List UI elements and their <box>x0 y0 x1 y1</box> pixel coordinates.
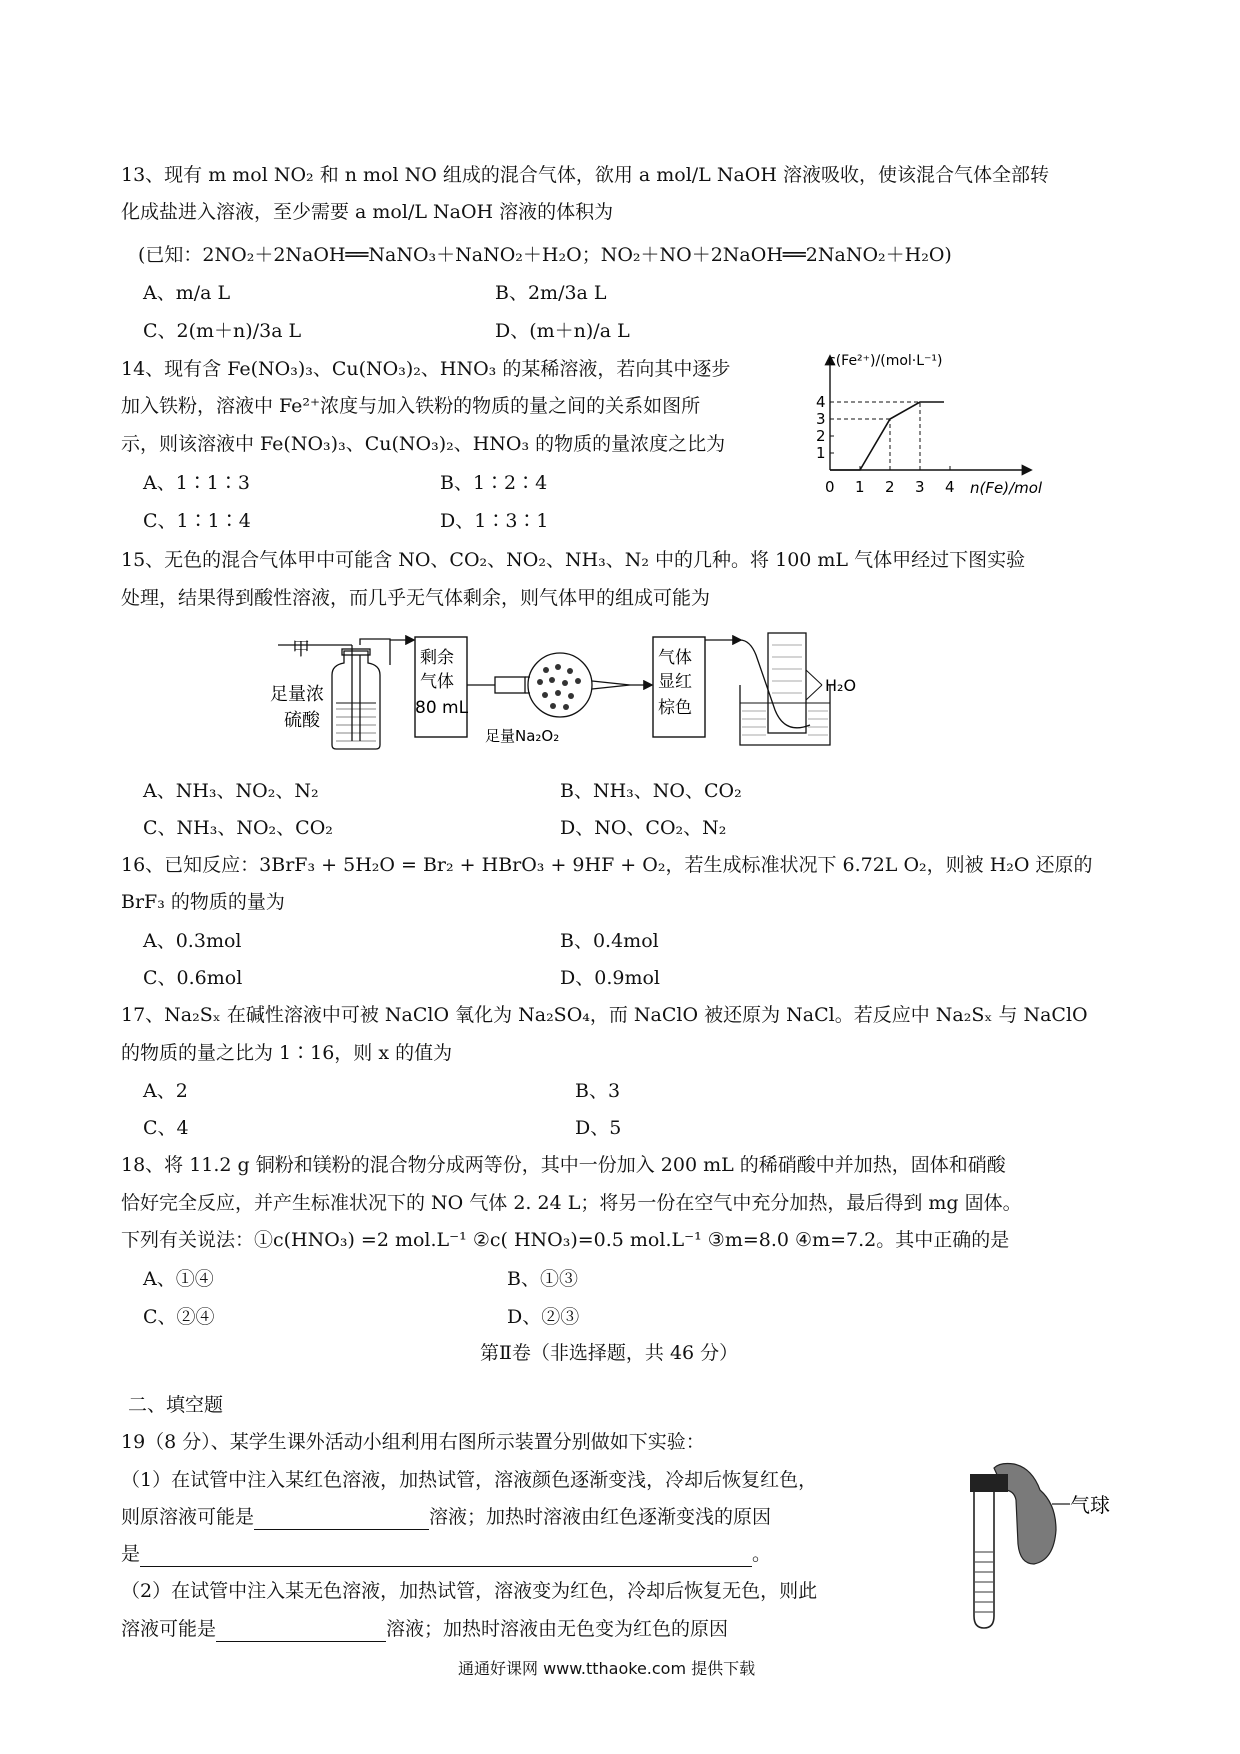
q19-line-4 <box>121 1541 771 1567</box>
q15-option-a: A、NH₃、NO₂、N₂ <box>143 780 319 802</box>
x-tick-label: 4 <box>945 478 955 496</box>
answer-blank-2[interactable] <box>140 1546 752 1567</box>
x-tick-label: 1 <box>855 478 865 496</box>
box2-line-1: 气体 <box>658 648 692 668</box>
x-tick-label: 3 <box>915 478 925 496</box>
q16-option-c: C、0.6mol <box>143 967 243 989</box>
q18-line-2: 恰好完全反应，并产生标准状况下的 NO 气体 2. 24 L；将另一份在空气中充分加热，最后得到 mg 固体。 <box>121 1192 1022 1214</box>
balloon-label: 气球 <box>1070 1493 1110 1517</box>
x-tick-label: 2 <box>885 478 895 496</box>
q13-option-a: A、m/a L <box>143 282 231 304</box>
q18-option-c: C、②④ <box>143 1306 215 1328</box>
q18-option-b: B、①③ <box>507 1268 578 1290</box>
q14-line-1: 14、现有含 Fe(NO₃)₃、Cu(NO₃)₂、HNO₃ 的某稀溶液，若向其中逐步 <box>121 358 731 380</box>
q19-line-6-end: 溶液；加热时溶液由无色变为红色的原因 <box>386 1618 729 1640</box>
q13-line-2: 化成盐进入溶液，至少需要 a mol/L NaOH 溶液的体积为 <box>121 201 614 223</box>
q19-line-6-start: 溶液可能是 <box>121 1618 217 1640</box>
answer-blank-1[interactable] <box>254 1509 429 1530</box>
peroxide-granules <box>537 664 581 710</box>
q19-line-4-end: 。 <box>752 1543 772 1565</box>
q18-line-1: 18、将 11.2 g 铜粉和镁粉的混合物分成两等份，其中一份加入 200 mL 的稀硝酸中并加热，固体和硝酸 <box>121 1154 1006 1176</box>
q17-line-1: 17、Na₂Sₓ 在碱性溶液中可被 NaClO 氧化为 Na₂SO₄，而 NaClO 被还原为 NaCl。若反应中 Na₂Sₓ 与 NaClO <box>121 1004 1088 1026</box>
q19-line-1: 19（8 分）、某学生课外活动小组利用右图所示装置分别做如下实验： <box>121 1431 705 1453</box>
drying-tube <box>467 653 630 717</box>
x-axis-label: n(Fe)/mol <box>970 479 1043 497</box>
q14-line-2: 加入铁粉，溶液中 Fe²⁺浓度与加入铁粉的物质的量之间的关系如图所 <box>121 395 701 417</box>
box1-line-3: 80 mL <box>415 698 469 718</box>
water-label: H₂O <box>825 676 857 695</box>
q19-line-3-end: 溶液；加热时溶液由红色逐渐变浅的原因 <box>429 1506 772 1528</box>
q17-option-b: B、3 <box>575 1080 621 1102</box>
box2-line-3: 棕色 <box>658 698 692 718</box>
y-tick-label: 2 <box>816 427 826 445</box>
q16-option-d: D、0.9mol <box>560 967 660 989</box>
trough-water-hatching <box>742 645 828 735</box>
y-tick-label: 4 <box>816 393 826 411</box>
q18-option-a: A、①④ <box>143 1268 214 1290</box>
q19-line-4-start: 是 <box>121 1543 141 1565</box>
q13-option-b: B、2m/3a L <box>495 282 607 304</box>
peroxide-label: 足量Na₂O₂ <box>485 727 560 745</box>
q14-line-3: 示，则该溶液中 Fe(NO₃)₃、Cu(NO₃)₂、HNO₃ 的物质的量浓度之比为 <box>121 433 726 455</box>
q14-option-a: A、1∶1∶3 <box>143 472 250 494</box>
acid-label-1: 足量浓 <box>270 684 324 705</box>
q16-line-2: BrF₃ 的物质的量为 <box>121 891 285 913</box>
q16-option-b: B、0.4mol <box>560 930 659 952</box>
answer-blank-3[interactable] <box>216 1621 386 1642</box>
tube-mouth <box>970 1474 1008 1492</box>
q15-option-d: D、NO、CO₂、N₂ <box>560 817 727 839</box>
q17-option-d: D、5 <box>575 1117 622 1139</box>
q14-option-c: C、1∶1∶4 <box>143 510 251 532</box>
q17-option-a: A、2 <box>143 1080 188 1102</box>
y-axis-label: c(Fe²⁺)/(mol·L⁻¹) <box>828 353 943 369</box>
fe2-concentration-chart <box>800 345 1090 505</box>
q15-option-b: B、NH₃、NO、CO₂ <box>560 780 742 802</box>
q16-line-1: 16、已知反应：3BrF₃ + 5H₂O = Br₂ + HBrO₃ + 9HF + O₂，若生成标准状况下 6.72L O₂，则被 H₂O 还原的 <box>121 854 1093 876</box>
footer-source: 通通好课网 www.tthaoke.com 提供下载 <box>458 1659 756 1678</box>
q19-line-6 <box>121 1616 728 1642</box>
q17-line-2: 的物质的量之比为 1∶16，则 x 的值为 <box>121 1042 453 1064</box>
fe2-series-line <box>830 402 944 470</box>
box1-line-1: 剩余 <box>420 648 454 668</box>
q16-option-a: A、0.3mol <box>143 930 242 952</box>
y-tick-label: 1 <box>816 444 826 462</box>
q15-option-c: C、NH₃、NO₂、CO₂ <box>143 817 333 839</box>
q13-line-1: 13、现有 m mol NO₂ 和 n mol NO 组成的混合气体，欲用 a mol/L NaOH 溶液吸收，使该混合气体全部转 <box>121 164 1049 186</box>
q13-option-d: D、(m＋n)/a L <box>495 320 630 342</box>
box2-line-2: 显红 <box>658 672 692 692</box>
y-tick-label: 3 <box>816 410 826 428</box>
wash-bottle <box>332 639 390 749</box>
q14-option-b: B、1∶2∶4 <box>440 472 548 494</box>
q18-option-d: D、②③ <box>507 1306 580 1328</box>
q19-line-5: （2）在试管中注入某无色溶液，加热试管，溶液变为红色，冷却后恢复无色，则此 <box>121 1580 818 1602</box>
acid-label-2: 硫酸 <box>284 710 320 731</box>
q19-line-3-start: 则原溶液可能是 <box>121 1506 255 1528</box>
q17-option-c: C、4 <box>143 1117 189 1139</box>
test-tube-balloon-diagram <box>960 1460 1130 1635</box>
part-2-heading: 二、填空题 <box>128 1394 224 1416</box>
test-tube <box>974 1492 994 1628</box>
x-tick-label: 0 <box>825 478 835 496</box>
gas-apparatus-diagram <box>270 625 930 750</box>
q13-given-equations: (已知：2NO₂＋2NaOH══NaNO₃＋NaNO₂＋H₂O；NO₂＋NO＋2NaOH══2NaNO₂＋H₂O) <box>138 244 952 266</box>
q15-line-1: 15、无色的混合气体甲中可能含 NO、CO₂、NO₂、NH₃、N₂ 中的几种。将 100 mL 气体甲经过下图实验 <box>121 549 1026 571</box>
q19-line-2: （1）在试管中注入某红色溶液，加热试管，溶液颜色逐渐变浅，冷却后恢复红色， <box>121 1469 818 1491</box>
q15-line-2: 处理，结果得到酸性溶液，而几乎无气体剩余，则气体甲的组成可能为 <box>121 587 711 609</box>
q19-line-3 <box>121 1504 771 1530</box>
gas-label: 甲 <box>292 639 310 660</box>
box1-line-2: 气体 <box>420 672 454 692</box>
q18-line-3: 下列有关说法：①c(HNO₃) =2 mol.L⁻¹ ②c( HNO₃)=0.5 mol.L⁻¹ ③m=8.0 ④m=7.2。其中正确的是 <box>121 1229 1010 1251</box>
q14-option-d: D、1∶3∶1 <box>440 510 549 532</box>
q13-option-c: C、2(m＋n)/3a L <box>143 320 302 342</box>
section-2-title: 第Ⅱ卷（非选择题，共 46 分） <box>480 1342 739 1364</box>
